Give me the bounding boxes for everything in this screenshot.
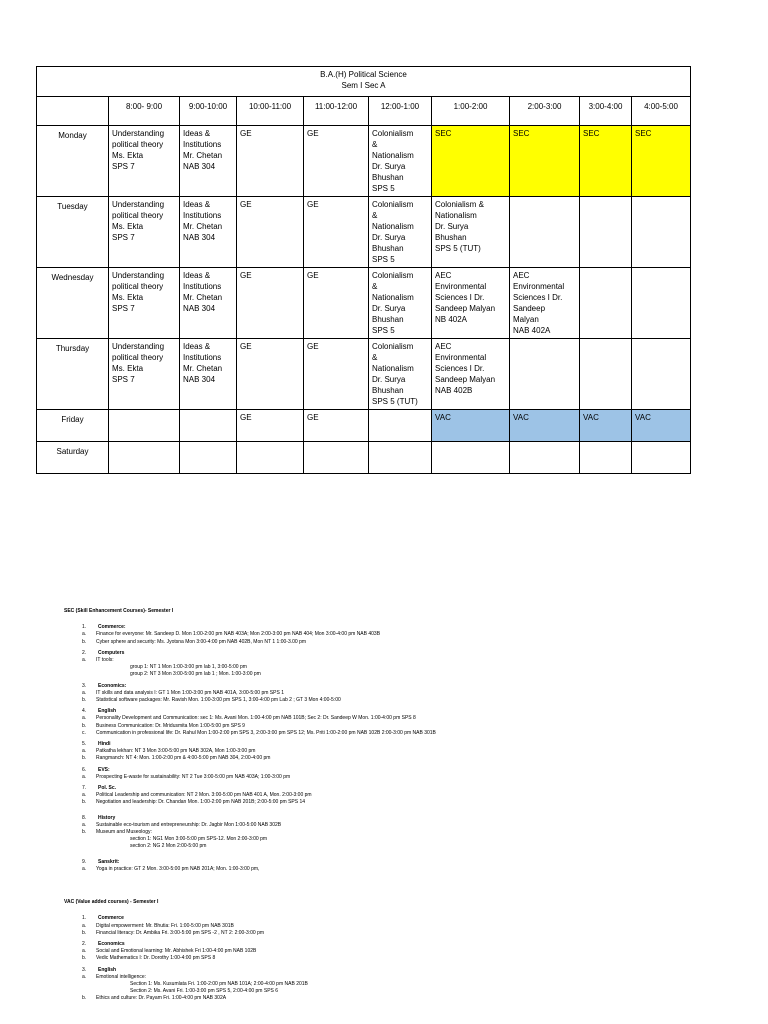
item-text: Finance for everyone: Mr. Sandeep D. Mon 1:00-2:00 pm NAB 403A; Mon 2:00-3:00 pm NAB 404; Mon 3:00-4:00 pm NAB 403B	[96, 631, 381, 638]
cell-line: Institutions	[183, 140, 222, 149]
timetable-grid	[36, 66, 691, 474]
cell-line: SEC	[435, 129, 452, 138]
category-name: History	[98, 814, 116, 821]
item-text: Digital empowerment: Mr. Bhutia: Fri. 1:00-5:00 pm NAB 301B	[96, 922, 234, 929]
item-letter: a.	[82, 631, 87, 638]
cell-line: Colonialism &	[435, 200, 484, 209]
cell-line: Dr. Surya	[372, 233, 406, 242]
item-text: Political Leadership and communication: NT 2 Mon. 3:00-5:00 pm NAB 401 A, Mon. 2:00-3:00 pm	[96, 792, 312, 799]
timetable-cell	[237, 410, 304, 442]
vac-category	[64, 967, 724, 974]
cell-line: NAB 304	[183, 162, 216, 171]
item-text: IT skills and data analysis I: GT 1 Mon 1:00-3:00 pm NAB 401A, 3:00-5:00 pm SPS 1	[96, 689, 284, 696]
sec-category	[64, 785, 724, 792]
cell-line: &	[372, 282, 378, 291]
day-label: Wednesday	[37, 268, 109, 339]
timetable-cell	[432, 197, 510, 268]
cell-line: Colonialism	[372, 200, 414, 209]
timetable-cell	[632, 339, 691, 410]
timetable-cell	[510, 442, 580, 474]
cell-line: Mr. Chetan	[183, 222, 223, 231]
course-item	[30, 639, 724, 646]
item-letter: a.	[82, 792, 87, 799]
cell-line: Institutions	[183, 211, 222, 220]
cell-line: AEC	[435, 342, 452, 351]
cell-line: GE	[240, 271, 252, 280]
cell-line: Nationalism	[372, 364, 414, 373]
cell-line: NAB 304	[183, 233, 216, 242]
cell-line: GE	[307, 271, 319, 280]
timetable-cell	[432, 268, 510, 339]
cell-line: GE	[240, 200, 252, 209]
day-row-saturday	[37, 442, 691, 474]
cell-line: Institutions	[183, 353, 222, 362]
cell-line: &	[372, 353, 378, 362]
course-item	[30, 799, 724, 806]
item-letter: c.	[82, 729, 86, 736]
item-text: Cyber sphere and security: Ms. Jyotsna Mon 3:00-4:00 pm NAB 402B, Mon NT 1 1:00-3.00 pm	[96, 638, 307, 645]
item-text: Yoga in practice: GT 2 Mon. 3:00-5:00 pm NAB 201A; Mon. 1:00-3:00 pm,	[96, 865, 260, 872]
item-subline: Section 2: Ms. Avani Fri. 1:00-3:00 pm SPS 5, 2:00-4:00 pm SPS 6	[130, 988, 279, 995]
timetable-cell	[180, 126, 237, 197]
cell-line: AEC	[435, 271, 452, 280]
cell-line: AEC	[513, 271, 530, 280]
timetable-cell	[237, 442, 304, 474]
course-item	[30, 657, 724, 664]
item-letter: a.	[82, 748, 87, 755]
cell-line: SPS 5	[372, 184, 395, 193]
sec-category	[64, 767, 724, 774]
cell-line: GE	[307, 342, 319, 351]
cell-line: Understanding	[112, 342, 165, 351]
item-letter: a.	[82, 821, 87, 828]
item-letter: a.	[82, 715, 87, 722]
time-slot-header: 3:00-4:00	[580, 97, 632, 126]
course-item	[30, 955, 724, 962]
day-row-tuesday	[37, 197, 691, 268]
timetable-cell	[432, 126, 510, 197]
course-item	[30, 697, 724, 704]
course-item	[30, 948, 724, 955]
item-letter: b.	[82, 755, 87, 762]
timetable-cell	[109, 410, 180, 442]
sec-category	[64, 650, 724, 657]
cell-line: SPS 5	[372, 255, 395, 264]
item-letter: b.	[82, 955, 87, 962]
timetable-cell	[510, 410, 580, 442]
timetable-cell	[180, 197, 237, 268]
sec-category	[64, 741, 724, 748]
time-slot-header: 8:00- 9:00	[109, 97, 180, 126]
course-item	[30, 774, 724, 781]
category-number: 9.	[82, 858, 87, 865]
category-name: Computers	[98, 649, 125, 656]
timetable-cell	[180, 339, 237, 410]
cell-line: SEC	[635, 129, 652, 138]
timetable-cell	[580, 197, 632, 268]
sec-courses-section	[64, 608, 724, 877]
day-label: Thursday	[37, 339, 109, 410]
cell-line: SPS 5	[372, 326, 395, 335]
cell-line: GE	[307, 129, 319, 138]
item-letter: b.	[82, 697, 87, 704]
item-letter: b.	[82, 929, 87, 936]
sec-category	[64, 708, 724, 715]
timetable-cell	[510, 126, 580, 197]
cell-line: Understanding	[112, 200, 165, 209]
time-slot-header: 4:00-5:00	[632, 97, 691, 126]
cell-line: Mr. Chetan	[183, 151, 223, 160]
cell-line: Ideas &	[183, 271, 211, 280]
time-slot-header: 12:00-1:00	[369, 97, 432, 126]
category-number: 2.	[82, 940, 87, 947]
item-text: Business Communication: Dr. Mridusmita Mon 1:00-5:00 pm SPS 9	[96, 722, 245, 729]
item-text: Sustainable eco-tourism and entrepreneurship: Dr. Jagbir Mon 1:00-5:00 NAB 302B	[96, 821, 282, 828]
item-text: Social and Emotional learning: Mr. Abhishek Fri 1:00-4:00 pm NAB 102B	[96, 948, 257, 955]
category-number: 7.	[82, 785, 87, 792]
item-subline: Section 1: Ms. Kusumlata Fri. 1:00-2:00 pm NAB 101A; 2:00-4:00 pm NAB 201B	[130, 980, 308, 987]
day-label: Monday	[37, 126, 109, 197]
cell-line: Nationalism	[372, 222, 414, 231]
cell-line: Sciences I Dr.	[435, 364, 485, 373]
title-row	[37, 67, 691, 97]
cell-line: Environmental	[435, 282, 487, 291]
timetable-cell	[510, 197, 580, 268]
time-slot-header: 10:00-11:00	[237, 97, 304, 126]
course-item	[30, 822, 724, 829]
item-letter: a.	[82, 865, 87, 872]
cell-line: Malyan	[513, 315, 539, 324]
timetable-cell	[237, 268, 304, 339]
cell-line: GE	[307, 413, 319, 422]
cell-line: Colonialism	[372, 129, 414, 138]
time-slot-header: 1:00-2:00	[432, 97, 510, 126]
cell-line: political theory	[112, 140, 164, 149]
timetable-cell	[237, 197, 304, 268]
timetable-cell	[432, 410, 510, 442]
day-row-monday	[37, 126, 691, 197]
day-label: Friday	[37, 410, 109, 442]
category-number: 1.	[82, 624, 87, 631]
sec-category	[64, 624, 724, 631]
category-number: 2.	[82, 649, 87, 656]
item-letter: b.	[82, 722, 87, 729]
timetable-cell	[632, 442, 691, 474]
item-letter: b.	[82, 799, 87, 806]
timetable-cell	[432, 339, 510, 410]
cell-line: Nationalism	[435, 211, 477, 220]
header-corner	[37, 97, 109, 126]
course-item	[30, 730, 724, 737]
category-number: 3.	[82, 966, 87, 973]
timetable-cell	[304, 339, 369, 410]
timetable-cell	[432, 442, 510, 474]
timetable-title	[37, 67, 691, 97]
course-item	[30, 974, 724, 981]
cell-line: Understanding	[112, 271, 165, 280]
timetable-cell	[109, 126, 180, 197]
cell-line: political theory	[112, 282, 164, 291]
cell-line: Ms. Ekta	[112, 151, 144, 160]
timetable-cell	[369, 410, 432, 442]
category-number: 3.	[82, 682, 87, 689]
category-name: Economics:	[98, 682, 127, 689]
category-number: 4.	[82, 708, 87, 715]
cell-line: SPS 7	[112, 162, 135, 171]
item-text: Museum and Museology:	[96, 829, 152, 836]
timetable-cell	[632, 410, 691, 442]
sec-category	[64, 859, 724, 866]
course-item	[30, 930, 724, 937]
cell-line: GE	[240, 413, 252, 422]
course-item	[30, 995, 724, 1002]
category-name: English	[98, 708, 117, 715]
category-number: 8.	[82, 814, 87, 821]
cell-line: Dr. Surya	[435, 222, 469, 231]
category-number: 5.	[82, 741, 87, 748]
time-slot-header: 2:00-3:00	[510, 97, 580, 126]
course-item	[30, 631, 724, 638]
cell-line: SPS 5 (TUT)	[435, 244, 481, 253]
item-text: Negotiation and leadership: Dr. Chandan Mon. 1:00-2:00 pm NAB 201B; 2:00-5:00 pm SPS 14	[96, 799, 306, 806]
category-name: Commerce	[98, 915, 124, 922]
timetable-cell	[304, 268, 369, 339]
cell-line: Dr. Surya	[372, 304, 406, 313]
cell-line: VAC	[435, 413, 451, 422]
cell-line: Bhushan	[372, 315, 404, 324]
category-name: Commerce:	[98, 624, 126, 631]
course-item	[30, 829, 724, 836]
course-item	[30, 715, 724, 722]
cell-line: Bhushan	[372, 173, 404, 182]
item-subline: section 2: NG 2 Mon 2:00-5:00 pm	[130, 843, 207, 850]
time-slot-header: 11:00-12:00	[304, 97, 369, 126]
day-row-wednesday	[37, 268, 691, 339]
item-text: Statistical software packages: Mr. Ravish Mon. 1:00-3:00 pm SPS 1, 3:00-4:00 pm Lab 2 ; GT 3 Mon 4:00-5:00	[96, 697, 341, 704]
cell-line: SPS 7	[112, 304, 135, 313]
cell-line: VAC	[513, 413, 529, 422]
category-name: EVS:	[98, 766, 110, 773]
cell-line: GE	[240, 342, 252, 351]
course-item	[30, 723, 724, 730]
cell-line: Dr. Surya	[372, 375, 406, 384]
timetable-cell	[510, 339, 580, 410]
cell-line: GE	[240, 129, 252, 138]
category-name: Pol. Sc.	[98, 785, 117, 792]
cell-line: Sandeep	[513, 304, 546, 313]
cell-line: VAC	[583, 413, 599, 422]
cell-line: Dr. Surya	[372, 162, 406, 171]
timetable-cell	[180, 442, 237, 474]
header-row	[37, 97, 691, 126]
cell-line: Colonialism	[372, 342, 414, 351]
item-letter: a.	[82, 948, 87, 955]
timetable-cell	[369, 197, 432, 268]
timetable-cell	[369, 126, 432, 197]
cell-line: SPS 5 (TUT)	[372, 397, 418, 406]
item-letter: b.	[82, 995, 87, 1002]
timetable-cell	[304, 197, 369, 268]
vac-heading: VAC (Value added courses) - Semester I	[64, 899, 159, 906]
item-text: Ethics and culture: Dr. Payam Fri. 1:00-4:00 pm NAB 302A	[96, 995, 227, 1002]
cell-line: Understanding	[112, 129, 165, 138]
course-item	[30, 755, 724, 762]
course-item	[30, 923, 724, 930]
item-text: Financial literacy: Dr. Ambika Fri. 3:00-5:00 pm SPS -2 , NT 2: 2:00-3:00 pm	[96, 929, 265, 936]
cell-line: Sciences I Dr.	[435, 293, 485, 302]
cell-line: Colonialism	[372, 271, 414, 280]
timetable	[36, 66, 690, 474]
item-text: Prospecting E-waste for sustainability: NT 2 Tue 3:00-5:00 pm NAB 403A; 1:00-3:00 pm	[96, 773, 291, 780]
cell-line: Ms. Ekta	[112, 293, 144, 302]
category-number: 6.	[82, 766, 87, 773]
timetable-cell	[369, 268, 432, 339]
cell-line: GE	[307, 200, 319, 209]
timetable-cell	[580, 339, 632, 410]
cell-line: &	[372, 140, 378, 149]
cell-line: SEC	[583, 129, 600, 138]
cell-line: Sandeep Malyan	[435, 304, 496, 313]
cell-line: Environmental	[435, 353, 487, 362]
timetable-cell	[632, 197, 691, 268]
course-item	[30, 748, 724, 755]
item-text: Rangmanch: NT 4: Mon. 1:00-2:00 pm & 4:00-5:00 pm NAB 304, 2:00-4:00 pm	[96, 755, 271, 762]
item-text: Vedic Mathematics I: Dr. Dorothy 1:00-4:00 pm SPS 8	[96, 955, 216, 962]
timetable-cell	[580, 126, 632, 197]
item-subline: section 1: NG1 Mon 3:00-5:00 pm SPS-12. Mon 2:00-3:00 pm	[130, 836, 268, 843]
cell-line: Ms. Ekta	[112, 364, 144, 373]
vac-category	[64, 915, 724, 922]
cell-line: Sciences I Dr.	[513, 293, 563, 302]
item-text: Emotional intelligence:	[96, 973, 147, 980]
cell-line: Ideas &	[183, 200, 211, 209]
timetable-cell	[632, 126, 691, 197]
cell-line: political theory	[112, 211, 164, 220]
item-subline: group 1: NT 1 Mon 1:00-3:00 pm lab 1, 3:00-5:00 pm	[130, 664, 247, 671]
timetable-title-line1: B.A.(H) Political Science	[320, 70, 407, 79]
timetable-cell	[237, 339, 304, 410]
timetable-cell	[180, 268, 237, 339]
item-letter: b.	[82, 829, 87, 836]
sec-heading: SEC (Skill Enhancement Courses)- Semester I	[64, 608, 174, 614]
day-label: Saturday	[37, 442, 109, 474]
cell-line: political theory	[112, 353, 164, 362]
sec-category	[64, 683, 724, 690]
timetable-cell	[580, 410, 632, 442]
sec-category	[64, 815, 724, 822]
day-label: Tuesday	[37, 197, 109, 268]
course-item	[30, 866, 724, 873]
cell-line: NAB 304	[183, 375, 216, 384]
timetable-cell	[369, 442, 432, 474]
item-text: Communication in professional life: Dr. Rahul Mon 1:00-2:00 pm SPS 3, 2:00-3:00 pm SPS 12; Ms. Priti 1:00-2:00 pm NAB 102B 2:00-3:00 pm NAB 301B	[96, 729, 436, 736]
course-item	[30, 690, 724, 697]
timetable-cell	[369, 339, 432, 410]
category-name: English	[98, 966, 117, 973]
day-row-friday	[37, 410, 691, 442]
cell-line: Ideas &	[183, 342, 211, 351]
cell-line: NB 402A	[435, 315, 468, 324]
cell-line: Nationalism	[372, 293, 414, 302]
cell-line: SEC	[513, 129, 530, 138]
timetable-cell	[109, 268, 180, 339]
category-number: 1.	[82, 915, 87, 922]
course-item	[30, 792, 724, 799]
timetable-cell	[109, 197, 180, 268]
cell-line: &	[372, 211, 378, 220]
vac-courses-section	[64, 899, 724, 1006]
timetable-cell	[304, 126, 369, 197]
timetable-cell	[304, 442, 369, 474]
item-letter: b.	[82, 638, 87, 645]
item-subline: group 2: NT 3 Mon 3:00-5:00 pm lab 1 ; Mon. 1:00-3:00 pm	[130, 671, 261, 678]
cell-line: NAB 402A	[513, 326, 551, 335]
cell-line: SPS 7	[112, 233, 135, 242]
cell-line: Bhushan	[435, 233, 467, 242]
vac-category	[64, 941, 724, 948]
timetable-cell	[237, 126, 304, 197]
item-letter: a.	[82, 973, 87, 980]
cell-line: Institutions	[183, 282, 222, 291]
timetable-cell	[580, 442, 632, 474]
cell-line: Bhushan	[372, 386, 404, 395]
timetable-cell	[510, 268, 580, 339]
cell-line: VAC	[635, 413, 651, 422]
cell-line: SPS 7	[112, 375, 135, 384]
timetable-cell	[180, 410, 237, 442]
item-text: Personality Development and Communication: sec 1: Ms. Avani Mon. 1:00-4:00 pm NAB 101B; Sec 2: Dr. Sandeep W Mon. 1:00-4:00 pm SPS 8	[96, 715, 416, 722]
cell-line: NAB 402B	[435, 386, 473, 395]
item-letter: a.	[82, 657, 87, 664]
timetable-cell	[580, 268, 632, 339]
item-letter: a.	[82, 922, 87, 929]
cell-line: Bhushan	[372, 244, 404, 253]
cell-line: Environmental	[513, 282, 565, 291]
course-notes	[64, 608, 724, 1007]
cell-line: Sandeep Malyan	[435, 375, 496, 384]
cell-line: Ideas &	[183, 129, 211, 138]
day-row-thursday	[37, 339, 691, 410]
cell-line: Nationalism	[372, 151, 414, 160]
category-name: Sanskrit:	[98, 858, 120, 865]
item-text: IT tools:	[96, 657, 114, 664]
item-letter: a.	[82, 689, 87, 696]
timetable-title-line2: Sem I Sec A	[341, 81, 386, 90]
category-name: Economics	[98, 940, 125, 947]
time-slot-header: 9:00-10:00	[180, 97, 237, 126]
timetable-cell	[304, 410, 369, 442]
category-name: Hindi	[98, 741, 111, 748]
cell-line: NAB 304	[183, 304, 216, 313]
item-letter: a.	[82, 773, 87, 780]
timetable-cell	[632, 268, 691, 339]
item-text: Patkatha lekhan: NT 3 Mon 3:00-5:00 pm NAB 302A, Mon 1:00-3:00 pm	[96, 748, 256, 755]
timetable-cell	[109, 442, 180, 474]
cell-line: Mr. Chetan	[183, 364, 223, 373]
timetable-cell	[109, 339, 180, 410]
cell-line: Mr. Chetan	[183, 293, 223, 302]
cell-line: Ms. Ekta	[112, 222, 144, 231]
